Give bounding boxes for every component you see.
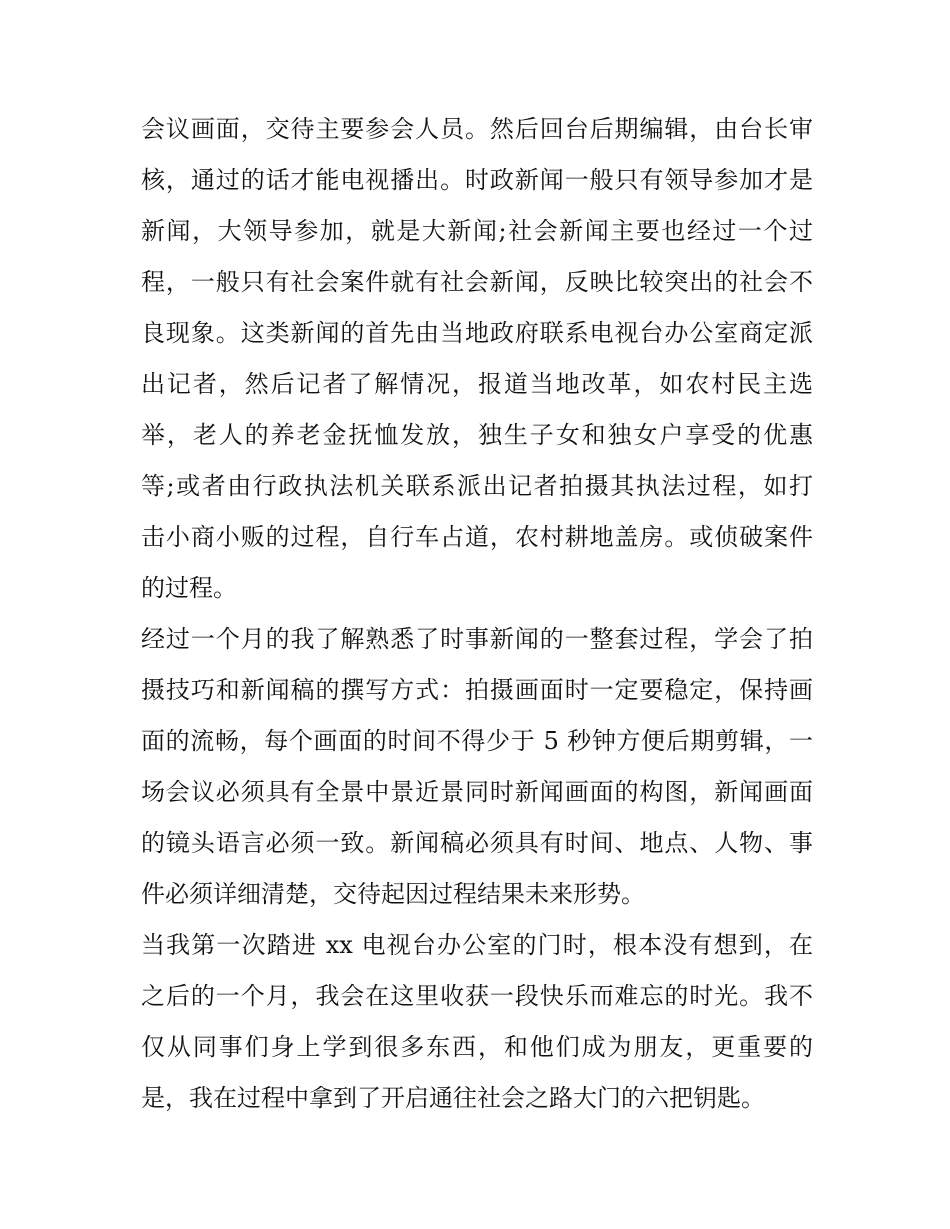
text-line: 摄技巧和新闻稿的撰写方式：拍摄画面时一定要稳定，保持画	[141, 676, 813, 704]
document-body	[141, 104, 813, 1124]
text-line: 的过程。	[141, 574, 237, 602]
text-line: 会议画面，交待主要参会人员。然后回台后期编辑，由台长审	[141, 115, 813, 143]
text-line: 新闻，大领导参加，就是大新闻;社会新闻主要也经过一个过	[141, 217, 813, 245]
text-line: 出记者，然后记者了解情况，报道当地改革，如农村民主选	[141, 370, 813, 398]
paragraph-2	[141, 614, 813, 920]
text-line: 的镜头语言必须一致。新闻稿必须具有时间、地点、人物、事	[141, 829, 813, 857]
text-line: 举，老人的养老金抚恤发放，独生子女和独女户享受的优惠	[141, 421, 813, 449]
text-line: 程，一般只有社会案件就有社会新闻，反映比较突出的社会不	[141, 268, 813, 296]
text-line: 面的流畅，每个画面的时间不得少于 5 秒钟方便后期剪辑，一	[141, 727, 813, 755]
text-line: 是，我在过程中拿到了开启通往社会之路大门的六把钥匙。	[141, 1084, 765, 1112]
text-line: 核，通过的话才能电视播出。时政新闻一般只有领导参加才是	[141, 166, 813, 194]
text-line: 当我第一次踏进 xx 电视台办公室的门时，根本没有想到，在	[141, 931, 813, 959]
text-line: 等;或者由行政执法机关联系派出记者拍摄其执法过程，如打	[141, 472, 813, 500]
text-line: 击小商小贩的过程，自行车占道，农村耕地盖房。或侦破案件	[141, 523, 813, 551]
text-line: 件必须详细清楚，交待起因过程结果未来形势。	[141, 880, 645, 908]
paragraph-1	[141, 104, 813, 614]
text-line: 之后的一个月，我会在这里收获一段快乐而难忘的时光。我不	[141, 982, 813, 1010]
text-line: 经过一个月的我了解熟悉了时事新闻的一整套过程，学会了拍	[141, 625, 813, 653]
text-line: 良现象。这类新闻的首先由当地政府联系电视台办公室商定派	[141, 319, 813, 347]
paragraph-3	[141, 920, 813, 1124]
text-line: 场会议必须具有全景中景近景同时新闻画面的构图，新闻画面	[141, 778, 813, 806]
text-line: 仅从同事们身上学到很多东西，和他们成为朋友，更重要的	[141, 1033, 813, 1061]
